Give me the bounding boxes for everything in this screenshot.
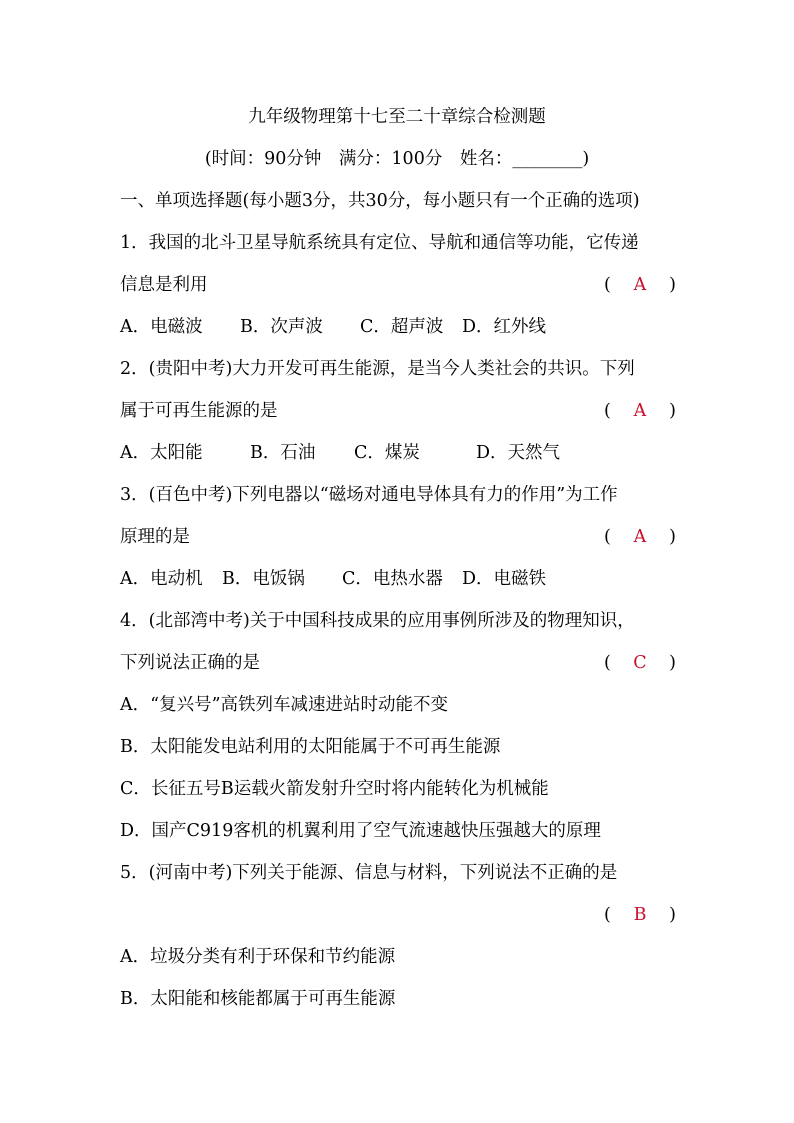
answer-bracket-open: (	[604, 401, 611, 421]
question-2-options	[120, 440, 676, 466]
option-d: D．电磁铁	[462, 569, 547, 589]
option-b: B．次声波	[240, 317, 323, 337]
question-4-option-d: D．国产C919客机的机翼利用了空气流速越快压强越大的原理	[120, 821, 601, 841]
question-5-stem-line-1: 5．(河南中考)下列关于能源、信息与材料，下列说法不正确的是	[120, 863, 618, 883]
answer-letter: A	[633, 527, 647, 547]
option-b: B．石油	[250, 443, 316, 463]
question-2-answer	[604, 398, 676, 424]
question-5-option-a: A．垃圾分类有利于环保和节约能源	[120, 947, 396, 967]
answer-bracket-close: )	[669, 653, 676, 673]
answer-bracket-close: )	[669, 527, 676, 547]
question-1-answer	[604, 272, 676, 298]
question-1-stem-line-2: 信息是利用	[120, 275, 208, 295]
option-c: C．煤炭	[354, 443, 420, 463]
question-1-options	[120, 314, 676, 340]
question-4-stem-line-1: 4．(北部湾中考)关于中国科技成果的应用事例所涉及的物理知识，	[120, 611, 635, 631]
answer-bracket-close: )	[669, 905, 676, 925]
question-5-answer	[604, 902, 676, 928]
answer-bracket-open: (	[604, 905, 611, 925]
option-c: C．超声波	[360, 317, 444, 337]
question-2-stem-line-1: 2．(贵阳中考)大力开发可再生能源，是当今人类社会的共识。下列	[120, 359, 635, 379]
page-title: 九年级物理第十七至二十章综合检测题	[248, 107, 546, 127]
answer-bracket-close: )	[669, 401, 676, 421]
option-d: D．红外线	[462, 317, 547, 337]
question-4-stem-line-2: 下列说法正确的是	[120, 653, 260, 673]
answer-letter: B	[633, 905, 647, 925]
question-1-stem-line-1: 1．我国的北斗卫星导航系统具有定位、导航和通信等功能，它传递	[120, 233, 639, 253]
answer-bracket-open: (	[604, 275, 611, 295]
answer-letter: A	[633, 401, 647, 421]
question-4-answer	[604, 650, 676, 676]
answer-bracket-open: (	[604, 527, 611, 547]
answer-letter: A	[633, 275, 647, 295]
question-4-option-c: C．长征五号B运载火箭发射升空时将内能转化为机械能	[120, 779, 549, 799]
answer-letter: C	[633, 653, 647, 673]
option-a: A．太阳能	[120, 443, 203, 463]
answer-bracket-open: (	[604, 653, 611, 673]
option-a: A．电磁波	[120, 317, 203, 337]
option-c: C．电热水器	[342, 569, 443, 589]
answer-bracket-close: )	[669, 275, 676, 295]
option-b: B．电饭锅	[222, 569, 305, 589]
question-3-stem-line-1: 3．(百色中考)下列电器以“磁场对通电导体具有力的作用”为工作	[120, 485, 618, 505]
section-heading: 一、单项选择题(每小题3分，共30分，每小题只有一个正确的选项)	[120, 191, 640, 211]
question-3-answer	[604, 524, 676, 550]
option-d: D．天然气	[476, 443, 561, 463]
question-4-option-a: A．“复兴号”高铁列车减速进站时动能不变	[120, 695, 449, 715]
exam-info: (时间：90分钟 满分：100分 姓名：________)	[204, 149, 590, 169]
question-3-options	[120, 566, 676, 592]
question-3-stem-line-2: 原理的是	[120, 527, 190, 547]
question-4-option-b: B．太阳能发电站利用的太阳能属于不可再生能源	[120, 737, 501, 757]
question-5-option-b: B．太阳能和核能都属于可再生能源	[120, 989, 396, 1009]
option-a: A．电动机	[120, 569, 203, 589]
question-2-stem-line-2: 属于可再生能源的是	[120, 401, 278, 421]
